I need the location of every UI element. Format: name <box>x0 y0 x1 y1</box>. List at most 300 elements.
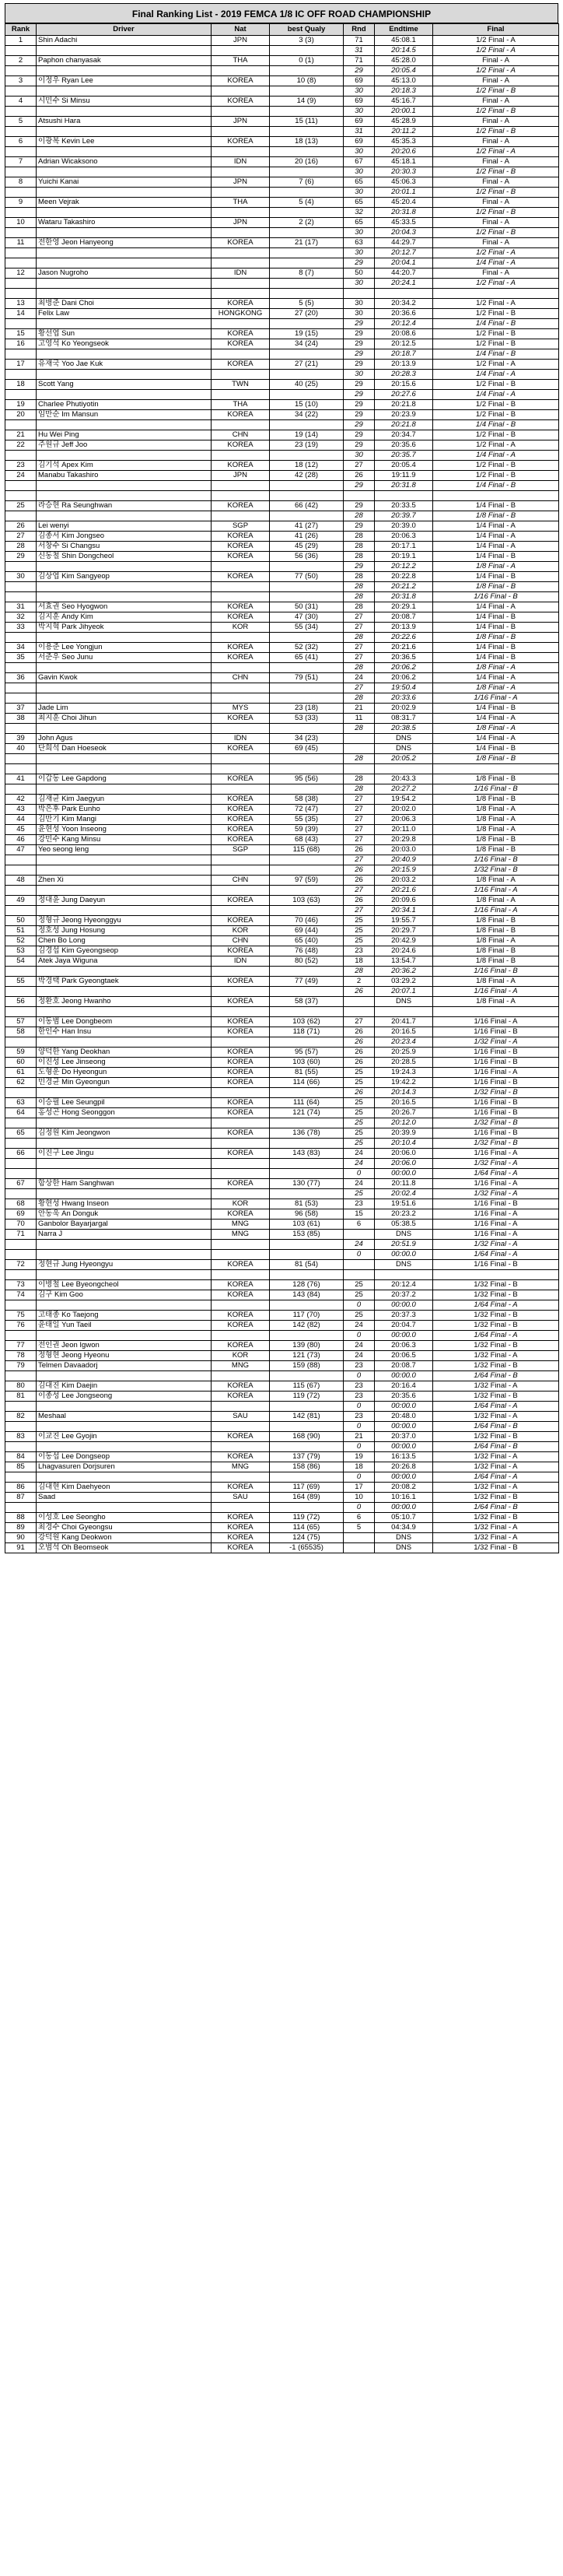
endtime-cell: 20:24.6 <box>375 946 433 956</box>
final-cell: 1/16 Final - B <box>433 855 559 865</box>
rnd-cell: 30 <box>344 299 375 309</box>
rnd-cell: 23 <box>344 1199 375 1209</box>
rnd-cell: 0 <box>344 1169 375 1179</box>
qualy-cell: 18 (12) <box>270 461 344 471</box>
table-row <box>5 268 559 279</box>
qualy-cell <box>270 1159 344 1169</box>
rank-cell: 40 <box>5 744 37 754</box>
driver-cell: 정현규 Jung Hyeongyu <box>37 1260 212 1270</box>
rnd-cell: 30 <box>344 86 375 97</box>
qualy-cell <box>270 633 344 643</box>
driver-cell: 최경수 Choi Gyeongsu <box>37 1523 212 1533</box>
rank-cell: 85 <box>5 1462 37 1472</box>
driver-cell: 이광복 Kevin Lee <box>37 137 212 147</box>
nat-cell: KOREA <box>212 1017 270 1027</box>
rank-cell: 1 <box>5 36 37 46</box>
nat-cell <box>212 562 270 572</box>
table-row <box>5 177 559 188</box>
rnd-cell <box>344 1230 375 1240</box>
rank-cell <box>5 1169 37 1179</box>
driver-cell: Jade Lim <box>37 704 212 714</box>
final-cell: 1/32 Final - B <box>433 1543 559 1553</box>
rank-cell: 53 <box>5 946 37 956</box>
rank-cell <box>5 451 37 461</box>
driver-cell <box>37 1169 212 1179</box>
nat-cell: SAU <box>212 1412 270 1422</box>
driver-cell <box>37 784 212 795</box>
endtime-cell: 20:35.6 <box>375 1392 433 1402</box>
rank-cell <box>5 683 37 693</box>
rnd-cell: 28 <box>344 511 375 521</box>
rank-cell <box>5 1331 37 1341</box>
final-cell: Final - A <box>433 238 559 248</box>
final-cell: 1/8 Final - B <box>433 795 559 805</box>
endtime-cell: 45:35.3 <box>375 137 433 147</box>
final-cell: 1/8 Final - A <box>433 805 559 815</box>
driver-cell <box>37 451 212 461</box>
rnd-cell: 0 <box>344 1422 375 1432</box>
final-cell: 1/32 Final - B <box>433 865 559 876</box>
rank-cell: 58 <box>5 1027 37 1037</box>
driver-cell: 고태종 Ko Taejong <box>37 1311 212 1321</box>
qualy-cell <box>270 886 344 896</box>
table-row <box>5 309 559 319</box>
nat-cell: SAU <box>212 1493 270 1503</box>
table-row <box>5 997 559 1007</box>
final-cell <box>433 1007 559 1017</box>
driver-cell <box>37 1442 212 1452</box>
endtime-cell: 20:10.4 <box>375 1139 433 1149</box>
rnd-cell: 26 <box>344 1048 375 1058</box>
qualy-cell <box>270 86 344 97</box>
final-cell: 1/4 Final - A <box>433 714 559 724</box>
final-cell: 1/16 Final - A <box>433 886 559 896</box>
qualy-cell <box>270 724 344 734</box>
rank-cell <box>5 693 37 704</box>
table-row <box>5 1361 559 1371</box>
rnd-cell: 63 <box>344 238 375 248</box>
final-cell: 1/16 Final - B <box>433 1108 559 1118</box>
driver-cell <box>37 1331 212 1341</box>
rank-cell: 15 <box>5 329 37 339</box>
rank-cell: 2 <box>5 56 37 66</box>
endtime-cell: 20:43.3 <box>375 774 433 784</box>
qualy-cell: 139 (80) <box>270 1341 344 1351</box>
sub-result-row <box>5 987 559 997</box>
final-cell: 1/2 Final - B <box>433 86 559 97</box>
final-cell: 1/16 Final - B <box>433 592 559 602</box>
rank-cell <box>5 754 37 764</box>
sub-result-row <box>5 1088 559 1098</box>
driver-cell: 윤현성 Yoon Inseong <box>37 825 212 835</box>
endtime-cell: 20:23.4 <box>375 1037 433 1048</box>
rank-cell: 79 <box>5 1361 37 1371</box>
endtime-cell: 20:14.5 <box>375 46 433 56</box>
qualy-cell: 111 (64) <box>270 1098 344 1108</box>
nat-cell: KOREA <box>212 339 270 349</box>
final-cell: 1/32 Final - A <box>433 1037 559 1048</box>
rank-cell: 50 <box>5 916 37 926</box>
final-cell: 1/2 Final - B <box>433 380 559 390</box>
final-cell: 1/8 Final - A <box>433 683 559 693</box>
final-cell: 1/16 Final - B <box>433 1098 559 1108</box>
qualy-cell: 27 (20) <box>270 309 344 319</box>
rank-cell <box>5 663 37 673</box>
endtime-cell: 20:12.4 <box>375 319 433 329</box>
nat-cell: KOREA <box>212 1321 270 1331</box>
rank-cell: 25 <box>5 501 37 511</box>
table-row <box>5 623 559 633</box>
endtime-cell: 20:16.5 <box>375 1027 433 1037</box>
rnd-cell: 25 <box>344 1139 375 1149</box>
endtime-cell: 45:20.4 <box>375 198 433 208</box>
nat-cell <box>212 1169 270 1179</box>
nat-cell <box>212 906 270 916</box>
nat-cell: KOREA <box>212 1392 270 1402</box>
final-cell: Final - A <box>433 157 559 167</box>
rank-cell: 13 <box>5 299 37 309</box>
rnd-cell: 26 <box>344 1058 375 1068</box>
nat-cell <box>212 1118 270 1128</box>
driver-cell: 민경균 Min Gyeongun <box>37 1078 212 1088</box>
nat-cell <box>212 228 270 238</box>
rnd-cell: 0 <box>344 1503 375 1513</box>
sub-result-row <box>5 1402 559 1412</box>
qualy-cell: 118 (71) <box>270 1027 344 1037</box>
nat-cell: HONGKONG <box>212 309 270 319</box>
rank-cell <box>5 987 37 997</box>
driver-cell <box>37 1472 212 1483</box>
rank-cell: 51 <box>5 926 37 936</box>
final-cell: 1/16 Final - A <box>433 1149 559 1159</box>
final-cell: 1/2 Final - A <box>433 299 559 309</box>
nat-cell <box>212 511 270 521</box>
nat-cell: KOREA <box>212 1260 270 1270</box>
final-cell: 1/4 Final - A <box>433 532 559 542</box>
driver-cell <box>37 1189 212 1199</box>
table-row <box>5 714 559 724</box>
nat-cell: KOREA <box>212 532 270 542</box>
qualy-cell: 119 (72) <box>270 1513 344 1523</box>
rank-cell: 90 <box>5 1533 37 1543</box>
endtime-cell <box>375 764 433 774</box>
table-row <box>5 1068 559 1078</box>
endtime-cell: 20:28.3 <box>375 370 433 380</box>
endtime-cell: 44:20.7 <box>375 268 433 279</box>
qualy-cell <box>270 279 344 289</box>
rank-cell: 8 <box>5 177 37 188</box>
driver-cell: Wataru Takashiro <box>37 218 212 228</box>
rank-cell: 72 <box>5 1260 37 1270</box>
nat-cell: KOREA <box>212 1533 270 1543</box>
qualy-cell: 2 (2) <box>270 218 344 228</box>
final-cell: 1/2 Final - A <box>433 147 559 157</box>
final-cell: 1/8 Final - B <box>433 835 559 845</box>
nat-cell <box>212 147 270 157</box>
rnd-cell: 27 <box>344 805 375 815</box>
table-row <box>5 430 559 440</box>
qualy-cell <box>270 66 344 76</box>
rank-cell: 80 <box>5 1381 37 1392</box>
nat-cell <box>212 451 270 461</box>
rnd-cell: 24 <box>344 1321 375 1331</box>
qualy-cell: 5 (4) <box>270 198 344 208</box>
sub-result-row <box>5 1139 559 1149</box>
final-cell: 1/8 Final - A <box>433 896 559 906</box>
endtime-cell: 20:06.3 <box>375 532 433 542</box>
qualy-cell <box>270 693 344 704</box>
endtime-cell: 20:02.4 <box>375 1189 433 1199</box>
driver-cell <box>37 66 212 76</box>
endtime-cell: 20:27.2 <box>375 784 433 795</box>
endtime-cell: 20:24.1 <box>375 279 433 289</box>
driver-cell: Atek Jaya Wiguna <box>37 956 212 967</box>
nat-cell: KOREA <box>212 1128 270 1139</box>
rnd-cell: 26 <box>344 987 375 997</box>
sub-result-row <box>5 1240 559 1250</box>
nat-cell <box>212 693 270 704</box>
nat-cell: KOREA <box>212 572 270 582</box>
driver-cell: 이동섭 Lee Dongseop <box>37 1452 212 1462</box>
sub-result-row <box>5 1037 559 1048</box>
qualy-cell: 34 (24) <box>270 339 344 349</box>
final-cell: 1/16 Final - B <box>433 1128 559 1139</box>
endtime-cell: 20:22.6 <box>375 633 433 643</box>
nat-cell: KOREA <box>212 653 270 663</box>
endtime-cell: 20:13.9 <box>375 360 433 370</box>
final-cell: Final - A <box>433 218 559 228</box>
driver-cell: 양덕한 Yang Deokhan <box>37 1048 212 1058</box>
nat-cell <box>212 1300 270 1311</box>
driver-cell: Telmen Davaadorj <box>37 1361 212 1371</box>
nat-cell: IDN <box>212 157 270 167</box>
endtime-cell: 20:06.0 <box>375 1159 433 1169</box>
final-cell: 1/4 Final - B <box>433 420 559 430</box>
rank-cell <box>5 1371 37 1381</box>
final-cell: 1/2 Final - B <box>433 127 559 137</box>
table-row <box>5 946 559 956</box>
driver-cell: 정호성 Jung Hosung <box>37 926 212 936</box>
table-row <box>5 612 559 623</box>
rank-cell <box>5 319 37 329</box>
endtime-cell: 20:42.9 <box>375 936 433 946</box>
final-cell: 1/2 Final - B <box>433 471 559 481</box>
driver-cell: 전한영 Jeon Hanyeong <box>37 238 212 248</box>
qualy-cell <box>270 663 344 673</box>
qualy-cell: 114 (66) <box>270 1078 344 1088</box>
endtime-cell: 44:29.7 <box>375 238 433 248</box>
rnd-cell: 24 <box>344 1149 375 1159</box>
rank-cell: 27 <box>5 532 37 542</box>
table-row <box>5 1513 559 1523</box>
final-cell: 1/2 Final - B <box>433 410 559 420</box>
endtime-cell: 20:00.1 <box>375 107 433 117</box>
nat-cell <box>212 258 270 268</box>
sub-result-row <box>5 370 559 380</box>
rank-cell: 63 <box>5 1098 37 1108</box>
col-rnd-header: Rnd <box>344 24 375 36</box>
qualy-cell: 77 (50) <box>270 572 344 582</box>
final-cell: 1/32 Final - A <box>433 1533 559 1543</box>
nat-cell: MNG <box>212 1220 270 1230</box>
table-row <box>5 400 559 410</box>
rank-cell: 32 <box>5 612 37 623</box>
rank-cell <box>5 906 37 916</box>
driver-cell <box>37 370 212 380</box>
sub-result-row <box>5 481 559 491</box>
rank-cell: 87 <box>5 1493 37 1503</box>
qualy-cell: 117 (70) <box>270 1311 344 1321</box>
rnd-cell: 6 <box>344 1513 375 1523</box>
final-cell: 1/64 Final - B <box>433 1371 559 1381</box>
final-cell: Final - A <box>433 177 559 188</box>
nat-cell: KOREA <box>212 542 270 552</box>
col-final-header: Final <box>433 24 559 36</box>
nat-cell: KOREA <box>212 1149 270 1159</box>
sub-result-row <box>5 967 559 977</box>
qualy-cell: 77 (49) <box>270 977 344 987</box>
qualy-cell: 5 (5) <box>270 299 344 309</box>
rnd-cell: 28 <box>344 582 375 592</box>
driver-cell: 도형운 Do Hyeongun <box>37 1068 212 1078</box>
rnd-cell: 30 <box>344 228 375 238</box>
endtime-cell: 20:12.4 <box>375 1280 433 1290</box>
nat-cell <box>212 370 270 380</box>
rnd-cell: 27 <box>344 835 375 845</box>
final-cell <box>433 289 559 299</box>
nat-cell: KOREA <box>212 501 270 511</box>
rnd-cell: 25 <box>344 1108 375 1118</box>
rnd-cell: 15 <box>344 1209 375 1220</box>
rank-cell: 47 <box>5 845 37 855</box>
final-cell: 1/64 Final - A <box>433 1300 559 1311</box>
nat-cell: IDN <box>212 956 270 967</box>
driver-cell <box>37 592 212 602</box>
rnd-cell: 28 <box>344 532 375 542</box>
qualy-cell: 20 (16) <box>270 157 344 167</box>
final-cell: 1/8 Final - B <box>433 956 559 967</box>
endtime-cell: 20:34.2 <box>375 299 433 309</box>
rank-cell: 23 <box>5 461 37 471</box>
qualy-cell: 137 (79) <box>270 1452 344 1462</box>
sub-result-row <box>5 349 559 360</box>
nat-cell <box>212 1442 270 1452</box>
final-cell: 1/64 Final - A <box>433 1472 559 1483</box>
table-row <box>5 1290 559 1300</box>
driver-cell <box>37 1007 212 1017</box>
qualy-cell <box>270 1088 344 1098</box>
final-cell: 1/16 Final - A <box>433 1068 559 1078</box>
endtime-cell: 20:03.0 <box>375 845 433 855</box>
rank-cell: 3 <box>5 76 37 86</box>
driver-cell: 이성호 Lee Seongho <box>37 1513 212 1523</box>
sub-result-row <box>5 855 559 865</box>
final-cell: Final - A <box>433 97 559 107</box>
endtime-cell: 04:34.9 <box>375 1523 433 1533</box>
qualy-cell <box>270 248 344 258</box>
nat-cell <box>212 886 270 896</box>
driver-cell <box>37 107 212 117</box>
nat-cell: TWN <box>212 380 270 390</box>
final-cell: 1/4 Final - B <box>433 653 559 663</box>
nat-cell <box>212 967 270 977</box>
final-cell: 1/4 Final - B <box>433 501 559 511</box>
driver-cell: 시민수 Si Minsu <box>37 97 212 107</box>
final-cell: 1/8 Final - B <box>433 511 559 521</box>
endtime-cell: 20:06.0 <box>375 1149 433 1159</box>
nat-cell: KOREA <box>212 1209 270 1220</box>
rnd-cell: 71 <box>344 56 375 66</box>
nat-cell: KOREA <box>212 1078 270 1088</box>
qualy-cell: 55 (35) <box>270 815 344 825</box>
rank-cell <box>5 1503 37 1513</box>
rnd-cell <box>344 764 375 774</box>
final-cell: 1/4 Final - A <box>433 542 559 552</box>
qualy-cell: 42 (28) <box>270 471 344 481</box>
table-row <box>5 552 559 562</box>
qualy-cell <box>270 491 344 501</box>
final-cell: 1/4 Final - A <box>433 258 559 268</box>
rnd-cell <box>344 1543 375 1553</box>
endtime-cell: 20:25.9 <box>375 1048 433 1058</box>
sub-result-row <box>5 147 559 157</box>
nat-cell: KOR <box>212 623 270 633</box>
final-cell: Final - A <box>433 117 559 127</box>
qualy-cell: 27 (21) <box>270 360 344 370</box>
driver-cell <box>37 1422 212 1432</box>
rnd-cell <box>344 491 375 501</box>
endtime-cell: 20:36.2 <box>375 967 433 977</box>
qualy-cell: 34 (23) <box>270 734 344 744</box>
nat-cell: KOREA <box>212 1058 270 1068</box>
final-cell: 1/4 Final - A <box>433 734 559 744</box>
rank-cell <box>5 633 37 643</box>
spacer-row <box>5 1270 559 1280</box>
qualy-cell <box>270 987 344 997</box>
endtime-cell: 00:00.0 <box>375 1503 433 1513</box>
driver-cell: 이종성 Lee Jongseong <box>37 1392 212 1402</box>
endtime-cell: 20:18.7 <box>375 349 433 360</box>
sub-result-row <box>5 228 559 238</box>
rnd-cell: 27 <box>344 623 375 633</box>
nat-cell: KOREA <box>212 612 270 623</box>
nat-cell <box>212 1371 270 1381</box>
driver-cell <box>37 1088 212 1098</box>
driver-cell <box>37 663 212 673</box>
final-cell: 1/32 Final - A <box>433 1240 559 1250</box>
nat-cell: KOR <box>212 926 270 936</box>
qualy-cell: 95 (56) <box>270 774 344 784</box>
rnd-cell: 29 <box>344 440 375 451</box>
driver-cell <box>37 491 212 501</box>
final-cell: 1/16 Final - A <box>433 906 559 916</box>
qualy-cell: 97 (59) <box>270 876 344 886</box>
rank-cell <box>5 349 37 360</box>
endtime-cell: 20:35.7 <box>375 451 433 461</box>
final-cell: 1/2 Final - B <box>433 188 559 198</box>
endtime-cell: DNS <box>375 997 433 1007</box>
nat-cell: KOREA <box>212 410 270 420</box>
qualy-cell: 66 (42) <box>270 501 344 511</box>
rank-cell: 24 <box>5 471 37 481</box>
qualy-cell <box>270 906 344 916</box>
rank-cell <box>5 724 37 734</box>
table-row <box>5 774 559 784</box>
rank-cell: 62 <box>5 1078 37 1088</box>
endtime-cell: 20:23.9 <box>375 410 433 420</box>
rnd-cell: 25 <box>344 1128 375 1139</box>
qualy-cell: 8 (7) <box>270 268 344 279</box>
